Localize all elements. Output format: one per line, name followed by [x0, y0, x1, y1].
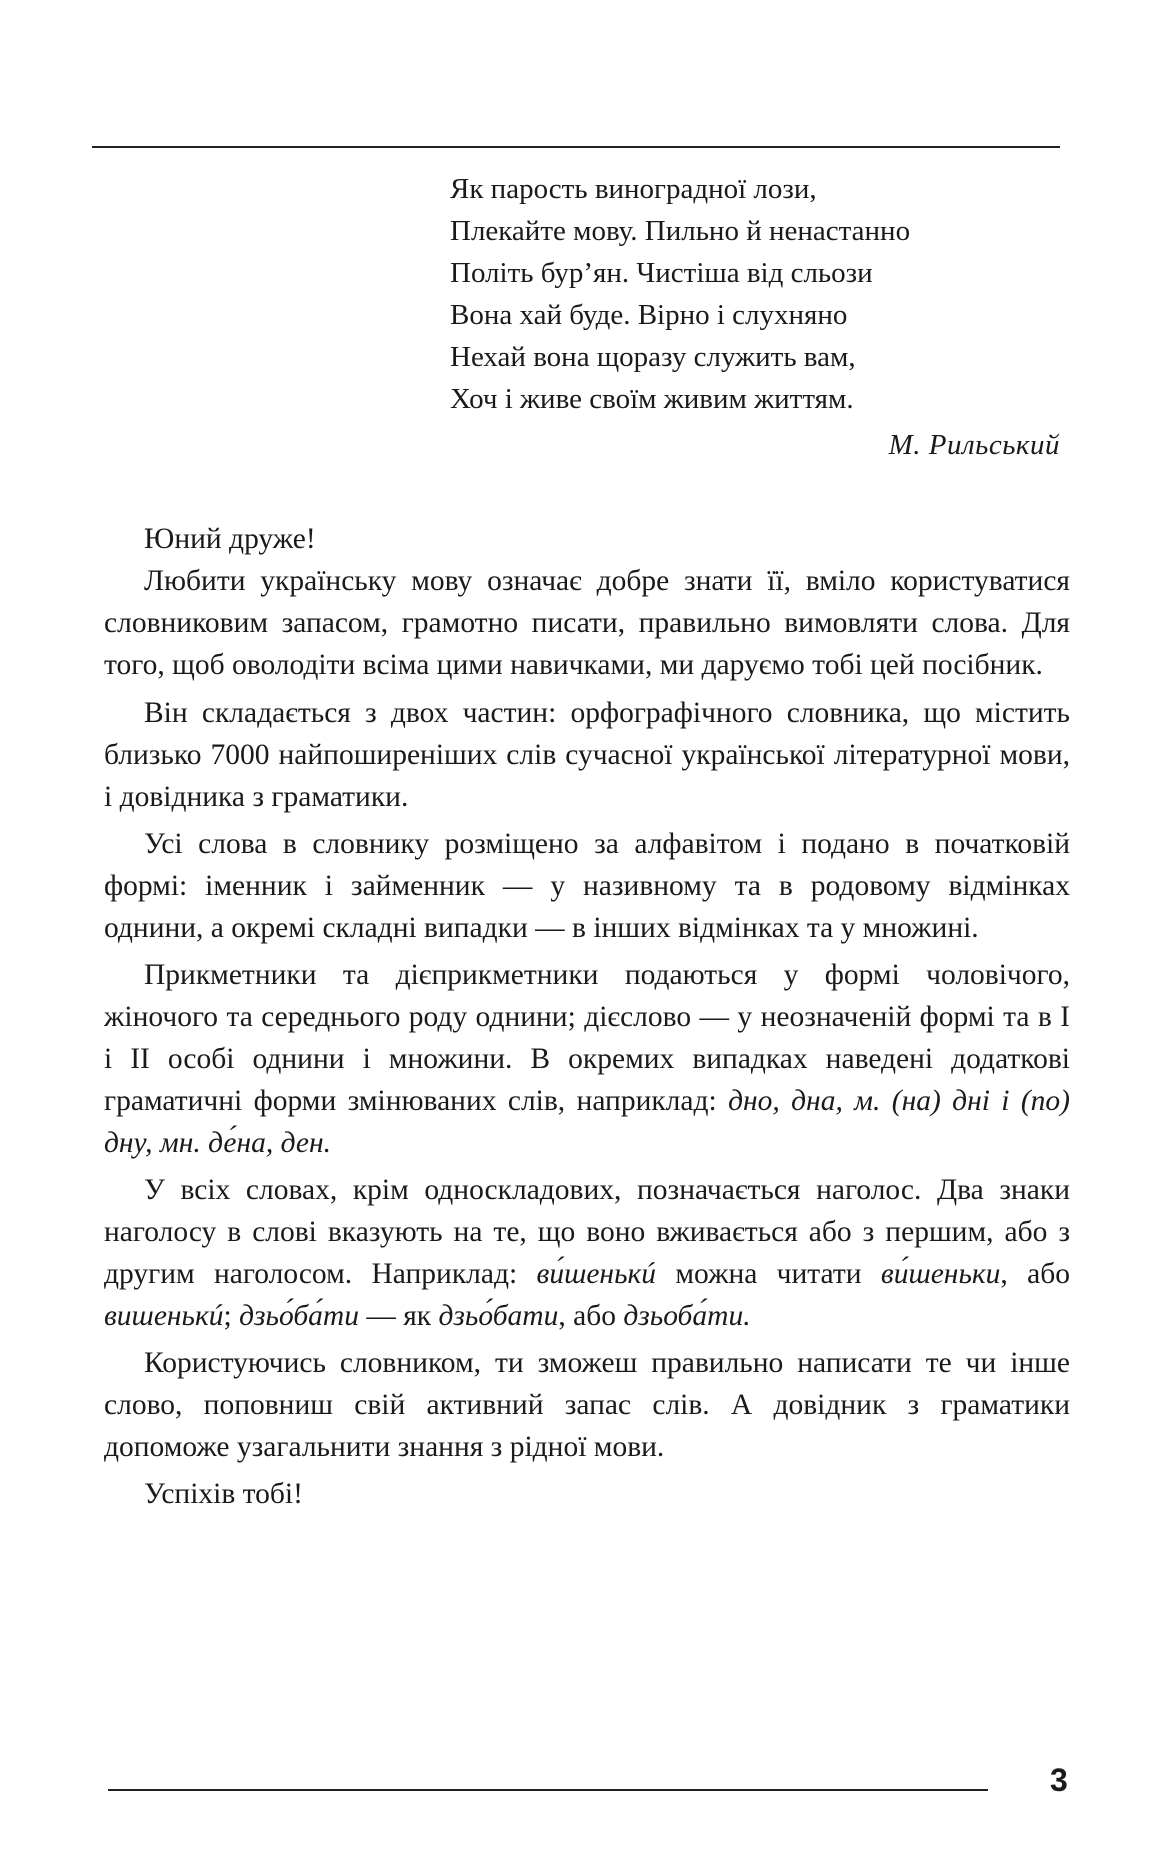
closing: Успіхів тобі!	[144, 1478, 303, 1510]
epigraph-line: Нехай вона щоразу служить вам,	[450, 341, 856, 373]
example-word: ви́шеньки	[880, 1258, 1001, 1290]
example-word: ви́шенькú	[536, 1258, 657, 1290]
example-word: дзьоба́ти.	[623, 1300, 751, 1332]
page-number: 3	[1050, 1762, 1068, 1798]
epigraph-line: Як парость виноградної лози,	[450, 173, 817, 205]
greeting: Юний друже!	[144, 523, 316, 555]
paragraph-text: У всіх словах, крім односкладових, позначається наголос. Два знаки наголосу в слові вказують на те, що воно вживається або з першим, або з другим наголосом. Наприклад:	[104, 1174, 1070, 1290]
preface-body	[104, 518, 1070, 1520]
epigraph	[450, 168, 1070, 466]
epigraph-line: Політь бур’ян. Чистіша від сльози	[450, 257, 873, 289]
paragraph-text: — як	[358, 1300, 439, 1332]
paragraph-text: можна читати	[656, 1258, 881, 1290]
paragraph: Він складається з двох частин: орфографічного словника, що містить близько 7000 найпоширеніших слів сучасної української літературної мови, і довідника з граматики.	[104, 697, 1070, 813]
paragraph	[104, 954, 1070, 1164]
example-word: вишенькú	[104, 1300, 224, 1332]
paragraph: Усі слова в словнику розміщено за алфавітом і подано в початковій формі: іменник і займенник — у називному та в родовому відмінках однини, а окремі складні випадки — в інших відмінках та у множині.	[104, 828, 1070, 944]
paragraph-text: , або	[1000, 1258, 1070, 1290]
epigraph-line: Хоч і живе своїм живим життям.	[450, 383, 854, 415]
epigraph-author: М. Рильський	[888, 429, 1060, 461]
example-word: дзьо́бати	[438, 1300, 559, 1332]
paragraph: Користуючись словником, ти зможеш правильно написати те чи інше слово, поповниш свій активний запас слів. А довідник з граматики допоможе узагальнити знання з рідної мови.	[104, 1347, 1070, 1463]
paragraph	[104, 1169, 1070, 1337]
example-word: дзьо́ба́ти	[239, 1300, 359, 1332]
paragraph-text: Прикметники та дієприкметники подаються у формі чоловічого, жіночого та середнього роду однини; дієслово — у неозначеній формі та в I і II особі однини і множини. В окремих випадках наведені додаткові граматичні форми змінюваних слів, наприклад:	[104, 959, 1070, 1117]
bottom-rule	[108, 1789, 988, 1791]
paragraph-text: , або	[558, 1300, 624, 1332]
top-rule	[92, 146, 1060, 148]
example-forms: дно, дна, м. (на) дні і (по) дну, мн. де́на, ден.	[104, 1085, 1070, 1159]
paragraph-text: ;	[223, 1300, 240, 1332]
epigraph-line: Вона хай буде. Вірно і слухняно	[450, 299, 848, 331]
paragraph: Любити українську мову означає добре знати її, вміло користуватися словниковим запасом, грамотно писати, правильно вимовляти слова. Для того, щоб оволодіти всіма цими навичками, ми даруємо тобі цей посібник.	[104, 565, 1070, 681]
epigraph-line: Плекайте мову. Пильно й ненастанно	[450, 215, 911, 247]
